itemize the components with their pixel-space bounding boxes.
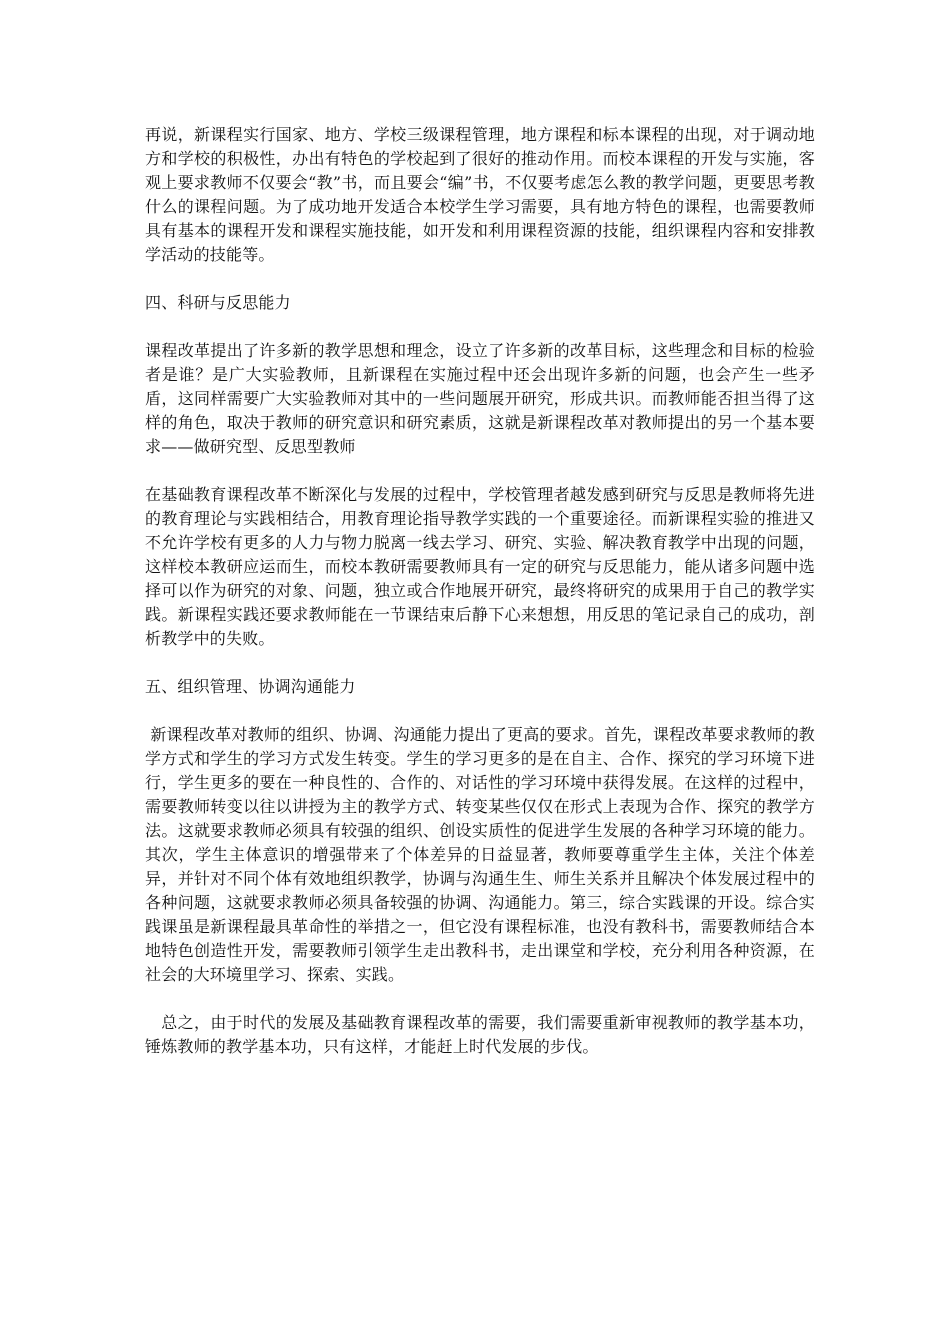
- paragraph-research-teacher: 课程改革提出了许多新的教学思想和理念，设立了许多新的改革目标，这些理念和目标的检验者是谁？是广大实验教师，且新课程在实施过程中还会出现许多新的问题，也会产生一些矛盾，这同样需要广大实验教师对其中的一些问题展开研究，形成共识。而教师能否担当得了这样的角色，取决于教师的研究意识和研究素质，这就是新课程改革对教师提出的另一个基本要求——做研究型、反思型教师: [145, 341, 815, 456]
- paragraph-conclusion: 总之，由于时代的发展及基础教育课程改革的需要，我们需要重新审视教师的教学基本功，锤炼教师的教学基本功，只有这样，才能赶上时代发展的步伐。: [145, 1013, 815, 1056]
- paragraph-curriculum-development: 再说，新课程实行国家、地方、学校三级课程管理，地方课程和标本课程的出现，对于调动地方和学校的积极性，办出有特色的学校起到了很好的推动作用。而校本课程的开发与实施，客观上要求教师不仅要会“教”书，而且要会“编”书，不仅要考虑怎么教的教学问题，更要思考教什么的课程问题。为了成功地开发适合本校学生学习需要，具有地方特色的课程，也需要教师具有基本的课程开发和课程实施技能，如开发和利用课程资源的技能，组织课程内容和安排教学活动的技能等。: [145, 125, 815, 264]
- paragraph-organization-skills: 新课程改革对教师的组织、协调、沟通能力提出了更高的要求。首先，课程改革要求教师的教学方式和学生的学习方式发生转变。学生的学习更多的是在自主、合作、探究的学习环境下进行，学生更多的要在一种良性的、合作的、对话性的学习环境中获得发展。在这样的过程中，需要教师转变以往以讲授为主的教学方式、转变某些仅仅在形式上表现为合作、探究的教学方法。这就要求教师必须具有较强的组织、创设实质性的促进学生发展的各种学习环境的能力。其次，学生主体意识的增强带来了个体差异的日益显著，教师要尊重学生主体，关注个体差异，并针对不同个体有效地组织教学，协调与沟通生生、师生关系并且解决个体发展过程中的各种问题，这就要求教师必须具备较强的协调、沟通能力。第三，综合实践课的开设。综合实践课虽是新课程最具革命性的举措之一，但它没有课程标准，也没有教科书，需要教师结合本地特色创造性开发，需要教师引领学生走出教科书，走出课堂和学校，充分利用各种资源，在社会的大环境里学习、探索、实践。: [145, 725, 816, 984]
- section-heading-organization-communication: 五、组织管理、协调沟通能力: [145, 677, 356, 696]
- paragraph-school-based-research: 在基础教育课程改革不断深化与发展的过程中，学校管理者越发感到研究与反思是教师将先进的教育理论与实践相结合，用教育理论指导教学实践的一个重要途径。而新课程实验的推进又不允许学校有更多的人力与物力脱离一线去学习、研究、实验、解决教育教学中出现的问题，这样校本教研应运而生，而校本教研需要教师具有一定的研究与反思能力，能从诸多问题中选择可以作为研究的对象、问题，独立或合作地展开研究，最终将研究的成果用于自己的教学实践。新课程实践还要求教师能在一节课结束后静下心来想想，用反思的笔记录自己的成功，剖析教学中的失败。: [145, 485, 815, 648]
- section-heading-research-reflection: 四、科研与反思能力: [145, 293, 291, 312]
- document-body: [145, 123, 815, 1083]
